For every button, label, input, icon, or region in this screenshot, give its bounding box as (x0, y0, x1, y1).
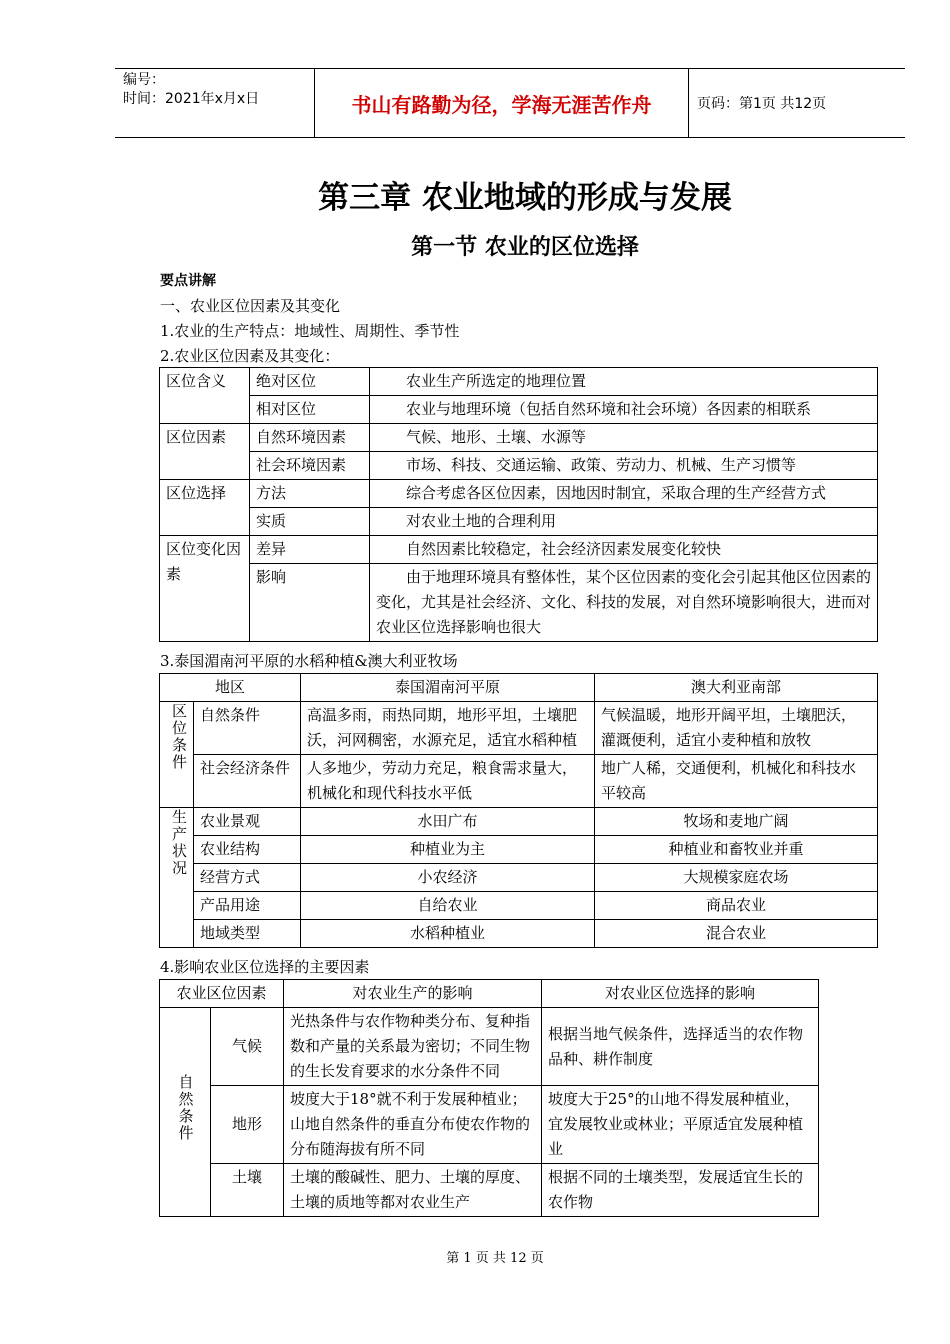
group-cell: 区位变化因素 (160, 536, 250, 642)
table-row (160, 980, 819, 1008)
table-cell: 自然环境因素 (250, 424, 370, 452)
table-cell: 气候 (211, 1008, 284, 1086)
table-cell: 农业生产所选定的地理位置 (370, 368, 878, 396)
table-cell: 地域类型 (194, 920, 301, 948)
table-cell: 农业结构 (194, 836, 301, 864)
table-cell: 市场、科技、交通运输、政策、劳动力、机械、生产习惯等 (370, 452, 878, 480)
table-row (160, 508, 878, 536)
paragraph-3: 3.泰国湄南河平原的水稻种植&澳大利亚牧场 (160, 652, 458, 670)
table-cell: 混合农业 (595, 920, 878, 948)
table-row (160, 368, 878, 396)
table-row (160, 536, 878, 564)
table-row (160, 702, 878, 755)
table-cell: 经营方式 (194, 864, 301, 892)
table-header: 对农业区位选择的影响 (542, 980, 819, 1008)
page-footer: 第 1 页 共 12 页 (446, 1251, 544, 1266)
table-row (160, 1164, 819, 1217)
table-row (160, 920, 878, 948)
table-cell: 小农经济 (301, 864, 595, 892)
header-page-label: 页码：第1页 共12页 (697, 96, 827, 112)
table-cell: 影响 (250, 564, 370, 642)
table-cell: 人多地少，劳动力充足，粮食需求量大，机械化和现代科技水平低 (301, 755, 595, 808)
paragraph-2: 2.农业区位因素及其变化： (160, 347, 340, 365)
table-row (160, 424, 878, 452)
group-cell: 区位选择 (160, 480, 250, 536)
table-cell: 种植业为主 (301, 836, 595, 864)
group-cell: 生产状况 (160, 808, 194, 948)
table-cell: 实质 (250, 508, 370, 536)
time-label: 时间：2021年x月x日 (123, 91, 260, 107)
main-factors-table (159, 979, 819, 1217)
table-row (160, 892, 878, 920)
page-header (115, 68, 905, 138)
table-header: 地区 (160, 674, 301, 702)
table-cell: 地形 (211, 1086, 284, 1164)
comparison-table (159, 673, 878, 948)
table-cell: 光热条件与农作物种类分布、复种指数和产量的关系最为密切；不同生物的生长发育要求的水分条件不同 (284, 1008, 542, 1086)
key-points-heading: 要点讲解 (160, 273, 216, 289)
table-cell: 自然条件 (194, 702, 301, 755)
table-header: 农业区位因素 (160, 980, 284, 1008)
table-cell: 土壤 (211, 1164, 284, 1217)
table-row (160, 864, 878, 892)
table-header: 对农业生产的影响 (284, 980, 542, 1008)
table-row (160, 755, 878, 808)
table-cell: 水稻种植业 (301, 920, 595, 948)
table-cell: 高温多雨，雨热同期，地形平坦，土壤肥沃，河网稠密，水源充足，适宜水稻种植 (301, 702, 595, 755)
section-title: 第一节 农业的区位选择 (411, 235, 639, 260)
table-row (160, 396, 878, 424)
group-cell: 区位条件 (160, 702, 194, 808)
group-cell: 区位因素 (160, 424, 250, 480)
location-factors-table (159, 367, 878, 642)
table-cell: 由于地理环境具有整体性，某个区位因素的变化会引起其他区位因素的变化，尤其是社会经济、文化、科技的发展，对自然环境影响很大，进而对农业区位选择影响也很大 (370, 564, 878, 642)
table-cell: 种植业和畜牧业并重 (595, 836, 878, 864)
table-cell: 社会经济条件 (194, 755, 301, 808)
table-cell: 水田广布 (301, 808, 595, 836)
table-cell: 相对区位 (250, 396, 370, 424)
chapter-title: 第三章 农业地域的形成与发展 (318, 180, 732, 216)
table-cell: 绝对区位 (250, 368, 370, 396)
table-cell: 对农业土地的合理利用 (370, 508, 878, 536)
table-row (160, 480, 878, 508)
header-motto: 书山有路勤为径，学海无涯苦作舟 (315, 69, 689, 137)
table-cell: 商品农业 (595, 892, 878, 920)
table-row (160, 1086, 819, 1164)
paragraph-4: 4.影响农业区位选择的主要因素 (160, 958, 370, 976)
table-cell: 坡度大于25°的山地不得发展种植业，宜发展牧业或林业；平原适宜发展种植业 (542, 1086, 819, 1164)
table-cell: 土壤的酸碱性、肥力、土壤的厚度、土壤的质地等都对农业生产 (284, 1164, 542, 1217)
table-row (160, 808, 878, 836)
table-cell: 产品用途 (194, 892, 301, 920)
table-cell: 根据当地气候条件，选择适当的农作物品种、耕作制度 (542, 1008, 819, 1086)
header-meta (115, 69, 315, 137)
table-cell: 方法 (250, 480, 370, 508)
table-row (160, 836, 878, 864)
table-row (160, 674, 878, 702)
table-cell: 牧场和麦地广阔 (595, 808, 878, 836)
table-row (160, 452, 878, 480)
table-cell: 根据不同的土壤类型，发展适宜生长的农作物 (542, 1164, 819, 1217)
table-cell: 自给农业 (301, 892, 595, 920)
heading-1: 一、农业区位因素及其变化 (160, 297, 341, 315)
table-cell: 气候、地形、土壤、水源等 (370, 424, 878, 452)
table-cell: 农业景观 (194, 808, 301, 836)
table-header: 泰国湄南河平原 (301, 674, 595, 702)
table-cell: 大规模家庭农场 (595, 864, 878, 892)
table-header: 澳大利亚南部 (595, 674, 878, 702)
table-cell: 差异 (250, 536, 370, 564)
group-cell: 自然条件 (160, 1008, 211, 1217)
table-row (160, 1008, 819, 1086)
table-cell: 坡度大于18°就不利于发展种植业；山地自然条件的垂直分布使农作物的分布随海拔有所不同 (284, 1086, 542, 1164)
table-cell: 综合考虑各区位因素，因地因时制宜，采取合理的生产经营方式 (370, 480, 878, 508)
paragraph-1: 1.农业的生产特点：地域性、周期性、季节性 (160, 322, 460, 340)
group-cell: 区位含义 (160, 368, 250, 424)
table-row (160, 564, 878, 642)
number-label: 编号： (123, 72, 165, 88)
table-cell: 农业与地理环境（包括自然环境和社会环境）各因素的相联系 (370, 396, 878, 424)
table-cell: 气候温暖，地形开阔平坦，土壤肥沃，灌溉便利，适宜小麦种植和放牧 (595, 702, 878, 755)
table-cell: 自然因素比较稳定，社会经济因素发展变化较快 (370, 536, 878, 564)
table-cell: 地广人稀，交通便利，机械化和科技水平较高 (595, 755, 878, 808)
table-cell: 社会环境因素 (250, 452, 370, 480)
